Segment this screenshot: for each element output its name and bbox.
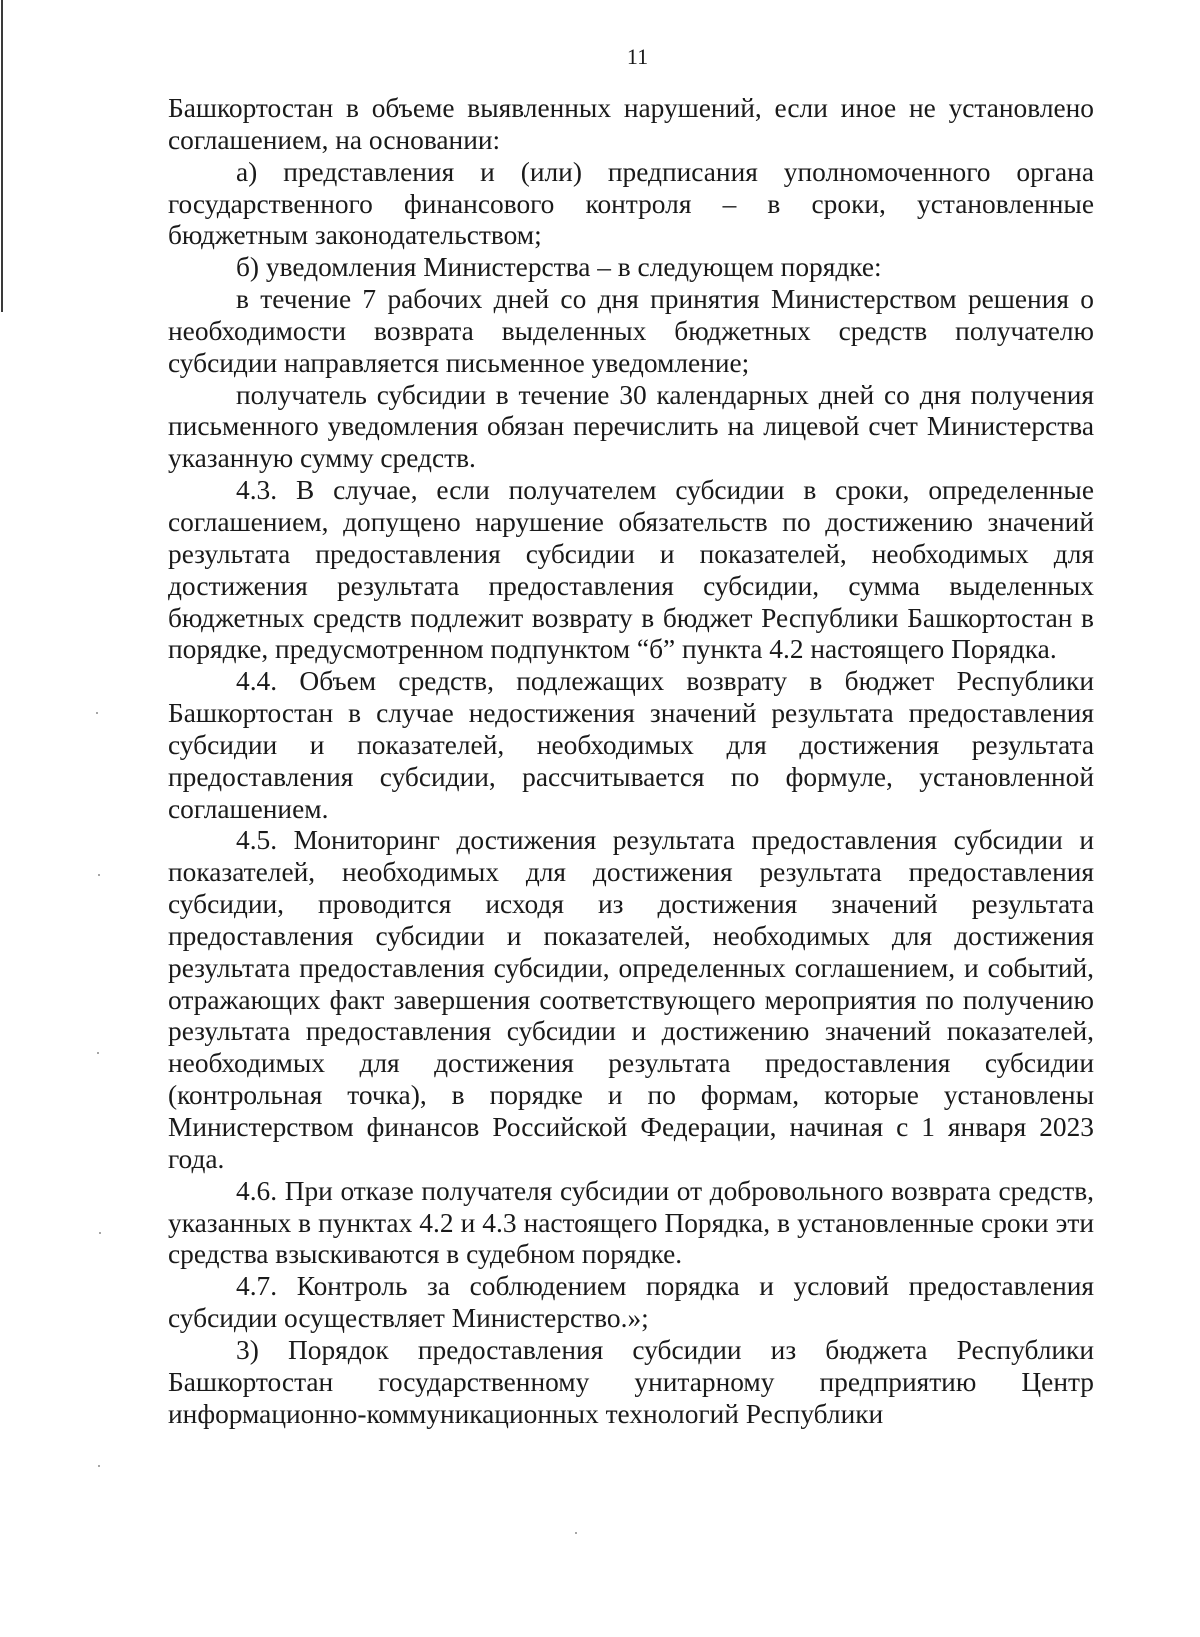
scan-speck — [97, 1052, 99, 1054]
paragraph: в течение 7 рабочих дней со дня принятия Министерством решения о необходимости возврата выделенных бюджетных средств получателю субсидии направляется письменное уведомление; — [168, 284, 1094, 378]
paragraph: Башкортостан в объеме выявленных нарушений, если иное не установлено соглашением, на основании: — [168, 93, 1094, 155]
paragraph: 4.3. В случае, если получателем субсидии в сроки, определенные соглашением, допущено нарушение обязательств по достижению значений результата предоставления субсидии и показателей, необходимых для достижения результата предоставления субсидии, сумма выделенных бюджетных средств подлежит возврату в бюджет Республики Башкортостан в порядке, предусмотренном подпунктом “б” пункта 4.2 настоящего Порядка. — [168, 475, 1094, 665]
paragraph: б) уведомления Министерства – в следующем порядке: — [236, 252, 882, 283]
paragraph: 4.4. Объем средств, подлежащих возврату в бюджет Республики Башкортостан в случае недостижения значений результата предоставления субсидии и показателей, необходимых для достижения результата предоставления субсидии, рассчитывается по формуле, установленной соглашением. — [168, 666, 1094, 824]
paragraph: 4.6. При отказе получателя субсидии от добровольного возврата средств, указанных в пунктах 4.2 и 4.3 настоящего Порядка, в установленные сроки эти средства взыскиваются в судебном порядке. — [168, 1175, 1094, 1270]
paragraph: 4.5. Мониторинг достижения результата предоставления субсидии и показателей, необходимых для достижения результата предоставления субсидии, проводится исходя из достижения значений результата предоставления субсидии и показателей, необходимых для достижения результата предоставления субсидии, определенных соглашением, и событий, отражающих факт завершения соответствующего мероприятия по получению результата предоставления субсидии и достижению значений показателей, необходимых для достижения результата предоставления субсидии (контрольная точка), в порядке и по формам, которые установлены Министерством финансов Российской Федерации, начиная с 1 января 2023 года. — [168, 825, 1094, 1174]
scan-speck — [99, 1232, 101, 1234]
paragraph: а) представления и (или) предписания уполномоченного органа государственного финансового контроля – в сроки, установленные бюджетным законодательством; — [168, 156, 1094, 251]
paragraph: получатель субсидии в течение 30 календарных дней со дня получения письменного уведомления обязан перечислить на лицевой счет Министерства указанную сумму средств. — [168, 379, 1094, 474]
scan-speck — [96, 712, 98, 714]
document-body — [168, 93, 1094, 1430]
page-number: 11 — [626, 44, 649, 69]
scan-speck — [575, 1532, 577, 1534]
paragraph: 4.7. Контроль за соблюдением порядка и условий предоставления субсидии осуществляет Министерство.»; — [168, 1271, 1094, 1334]
paragraph: 3) Порядок предоставления субсидии из бюджета Республики Башкортостан государственному унитарному предприятию Центр информационно-коммуникационных технологий Республики — [168, 1334, 1094, 1429]
scan-speck — [98, 874, 100, 876]
scan-speck — [98, 1465, 100, 1467]
